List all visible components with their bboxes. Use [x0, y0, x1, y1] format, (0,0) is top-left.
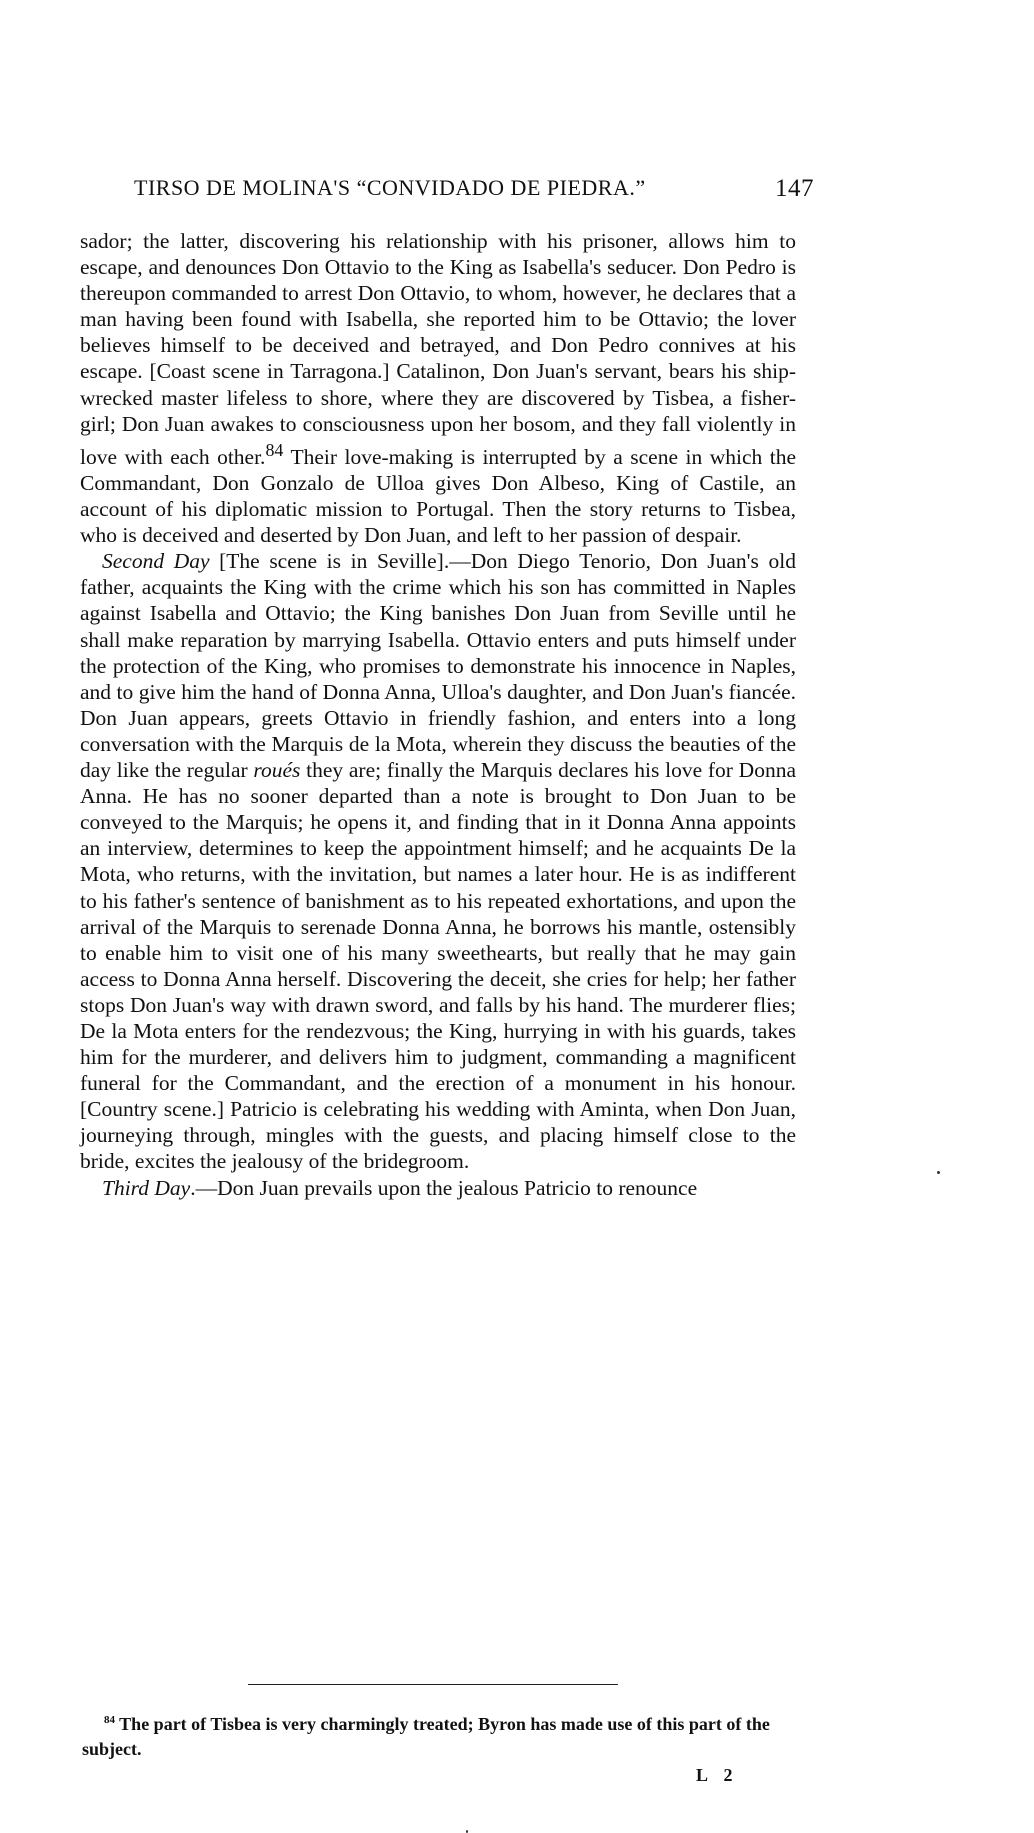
paragraph-text: [The scene is in Seville].—Don Diego Tenorio, Don Juan's old father, acquaints the King with the crime which his son has committed in Naples against Isabella and Ottavio; the King banishes Don Juan from Seville until he shall make reparation by marrying Isabella. Ottavio enters and puts himself under the protection of the King, who promises to demonstrate his innocence in Naples, and to give him the hand of Donna Anna, Ulloa's daughter, and Don Juan's fiancée. Don Juan appears, greets Ottavio in friendly fashion, and enters into a long conversation with the Marquis de la Mota, wherein they discuss the beauties of the day like the regular: [80, 549, 797, 783]
third-day-label: Third Day: [102, 1175, 191, 1200]
second-day-label: Second Day: [102, 549, 210, 574]
paragraph-first-day: [80, 228, 796, 548]
footnote-text: The part of Tisbea is very charmingly treated; Byron has made use of this part of the subject.: [82, 1714, 770, 1759]
page-number: 147: [775, 175, 814, 202]
paragraph-text: sador; the latter, discovering his relationship with his prisoner, allows him to escape, and denounces Don Ottavio to the King as Isabella's seducer. Don Pedro is thereupon commanded to arrest Don Ottavio, to whom, however, he declares that a man having been found with Isabella, she reported him to be Ottavio; the lover believes himself to be deceived and betrayed, and Don Pedro connives at his escape. [Coast scene in Tarragona.] Catalinon, Don Juan's servant, bears his ship-wrecked master lifeless to shore, where they are discovered by Tisbea, a fisher-girl; Don Juan awakes to consciousness upon her bosom, and they fall violently in love with each other.: [80, 229, 796, 469]
footnote-rule: [248, 1684, 618, 1685]
footnote-reference: 84: [265, 439, 284, 460]
roues-word: roués: [253, 758, 301, 783]
paragraph-second-day: [80, 548, 796, 1174]
running-title: TIRSO DE MOLINA'S “CONVIDADO DE PIEDRA.”: [134, 175, 646, 200]
footnote: [82, 1708, 798, 1762]
signature-mark: L 2: [696, 1765, 739, 1785]
paragraph-text: Their love-making is interrupted by a scene in which the Commandant, Don Gonzalo de Ulloa gives Don Albeso, King of Castile, an account of his diplomatic mission to Portugal. Then the story returns to Tisbea, who is deceived and deserted by Don Juan, and left to her passion of despair.: [80, 444, 796, 548]
scan-speck: [937, 1171, 940, 1174]
footnote-marker: 84: [104, 1714, 115, 1726]
body-text: [80, 228, 796, 1201]
running-header: [134, 175, 814, 201]
paragraph-third-day: [80, 1175, 796, 1201]
paragraph-text: .—Don Juan prevails upon the jealous Patricio to renounce: [190, 1175, 698, 1200]
paragraph-text: they are; finally the Marquis declares his love for Donna Anna. He has no sooner departed than a note is brought to Don Juan to be conveyed to the Marquis; he opens it, and finding that in it Donna Anna appoints an interview, determines to keep the appointment himself; and he acquaints De la Mota, who returns, with the invitation, but names a later hour. He is as indifferent to his father's sentence of banishment as to his repeated exhortations, and upon the arrival of the Marquis to serenade Donna Anna, he borrows his mantle, ostensibly to enable him to visit one of his many sweethearts, but really that he may gain access to Donna Anna herself. Discovering the deceit, she cries for help; her father stops Don Juan's way with drawn sword, and falls by his hand. The murderer flies; De la Mota enters for the rendezvous; the King, hurrying in with his guards, takes him for the murderer, and delivers him to judgment, commanding a magnificent funeral for the Commandant, and the erection of a monument in his honour. [Country scene.] Patricio is celebrating his wedding with Aminta, when Don Juan, journeying through, mingles with the guests, and placing himself close to the bride, excites the jealousy of the bridegroom.: [80, 758, 797, 1174]
